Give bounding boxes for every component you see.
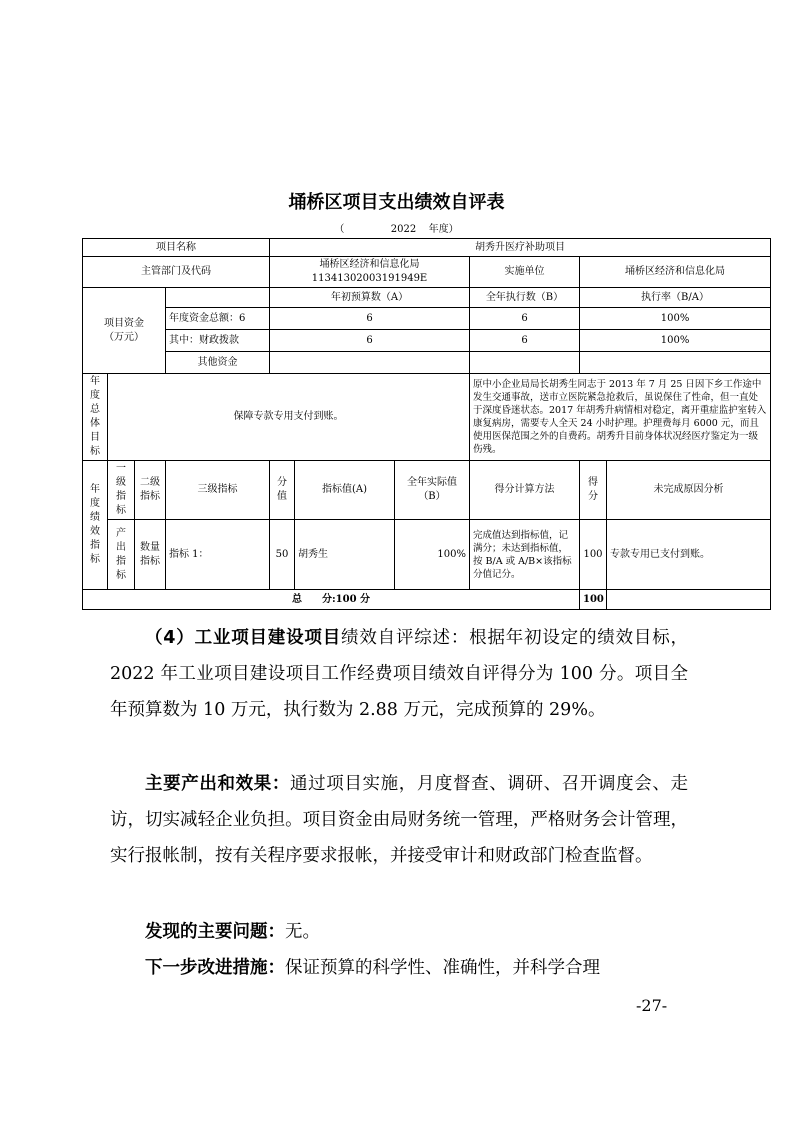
col-rate: 执行率（B/A） — [580, 288, 771, 308]
h-lvl3: 三级指标 — [166, 461, 270, 520]
unit-value: 埇桥区经济和信息化局 — [580, 257, 771, 288]
funds-label: 项目资金 （万元） — [83, 288, 166, 374]
p2-heading: 主要产出和效果： — [145, 774, 290, 794]
funds-row-rate: 100% — [580, 330, 771, 352]
project-name-label: 项目名称 — [83, 239, 270, 257]
paragraph-issues — [110, 914, 688, 950]
h-lvl2: 二级 指标 — [135, 461, 166, 520]
col-exec: 全年执行数（B） — [470, 288, 580, 308]
funds-row-label: 其他资金 — [166, 352, 270, 374]
ind-got: 100 — [580, 520, 607, 590]
funds-row-exec: 6 — [470, 330, 580, 352]
total-label: 总 分:100 分 — [83, 590, 580, 610]
h-target: 指标值(A) — [295, 461, 395, 520]
p2-text: 通过项目实施，月度督查、调研、召开调度会、走访，切实减轻企业负担。项目资金由局财务统一管理，严格财务会计管理，实行报帐制，按有关程序要求报帐，并接受审计和财政部门检查监督。 — [110, 774, 689, 866]
ind-lvl3: 指标 1： — [166, 520, 270, 590]
funds-row-label: 年度资金总额：6 — [166, 308, 270, 330]
project-name: 胡秀升医疗补助项目 — [270, 239, 771, 257]
year-label: 年度） — [428, 224, 459, 235]
h-reason: 未完成原因分析 — [607, 461, 771, 520]
p1-text: 绩效自评综述：根据年初设定的绩效目标，2022 年工业项目建设项目工作经费项目绩效自评得分为 100 分。项目全年预算数为 10 万元，执行数为 2.88 万元，完成预算的 29%。 — [110, 628, 688, 720]
ind-actual: 100% — [395, 520, 470, 590]
goal-plan: 保障专款专用支付到账。 — [108, 374, 470, 461]
funds-row-exec — [470, 352, 580, 374]
paragraph-next-steps — [110, 950, 688, 986]
perf-label: 年 度 绩 效 指 标 — [83, 461, 108, 590]
year-line — [0, 220, 793, 235]
funds-row-budget: 6 — [270, 330, 470, 352]
funds-blank — [166, 288, 270, 308]
h-score: 分 值 — [270, 461, 295, 520]
funds-row-label: 其中：财政拨款 — [166, 330, 270, 352]
p3-text: 无。 — [285, 922, 320, 942]
ind-target: 胡秀生 — [295, 520, 395, 590]
ind-lvl1: 产 出 指 标 — [108, 520, 135, 590]
dept-value: 埇桥区经济和信息化局 11341302003191949E — [270, 257, 470, 288]
p3-heading: 发现的主要问题： — [145, 922, 285, 942]
funds-row-budget — [270, 352, 470, 374]
col-budget: 年初预算数（A） — [270, 288, 470, 308]
ind-lvl2: 数量 指标 — [135, 520, 166, 590]
paragraph-output — [110, 766, 688, 874]
h-got: 得 分 — [580, 461, 607, 520]
h-lvl1: 一 级 指 标 — [108, 461, 135, 520]
total-value: 100 — [580, 590, 607, 610]
total-blank — [607, 590, 771, 610]
funds-row-rate — [580, 352, 771, 374]
p4-heading: 下一步改进措施： — [145, 958, 285, 978]
goal-actual: 原中小企业局局长胡秀生同志于 2013 年 7 月 25 日因下乡工作途中发生交通事故，送市立医院紧急抢救后，虽说保住了性命，但一直处于深度昏迷状态。2017 年胡秀升病情相对稳定，离开重症监护室转入康复病房，需要专人全天 24 小时护理。护理费每月 6000 元，而且使用医保范围之外的自费药。胡秀升目前身体状况经医疗鉴定为一级伤残。 — [470, 374, 771, 461]
ind-score: 50 — [270, 520, 295, 590]
doc-title: 埇桥区项目支出绩效自评表 — [288, 192, 505, 213]
funds-row-exec: 6 — [470, 308, 580, 330]
p1-heading: （4）工业项目建设项目 — [145, 628, 342, 648]
h-actual: 全年实际值 （B） — [395, 461, 470, 520]
h-method: 得分计算方法 — [470, 461, 580, 520]
paragraph-summary — [110, 620, 688, 728]
ind-method: 完成值达到指标值，记满分；未达到指标值，按 B/A 或 A/B×该指标分值记分。 — [470, 520, 580, 590]
performance-table — [82, 238, 771, 610]
funds-row-budget: 6 — [270, 308, 470, 330]
goal-label: 年 度 总 体 目 标 — [83, 374, 108, 461]
funds-row-rate: 100% — [580, 308, 771, 330]
ind-reason: 专款专用已支付到账。 — [607, 520, 771, 590]
year-value: 2022 — [390, 224, 417, 235]
unit-label: 实施单位 — [470, 257, 580, 288]
dept-label: 主管部门及代码 — [83, 257, 270, 288]
p4-text: 保证预算的科学性、准确性，并科学合理 — [285, 958, 600, 978]
year-open: （ — [334, 224, 345, 235]
page-number: -27- — [636, 996, 668, 1015]
